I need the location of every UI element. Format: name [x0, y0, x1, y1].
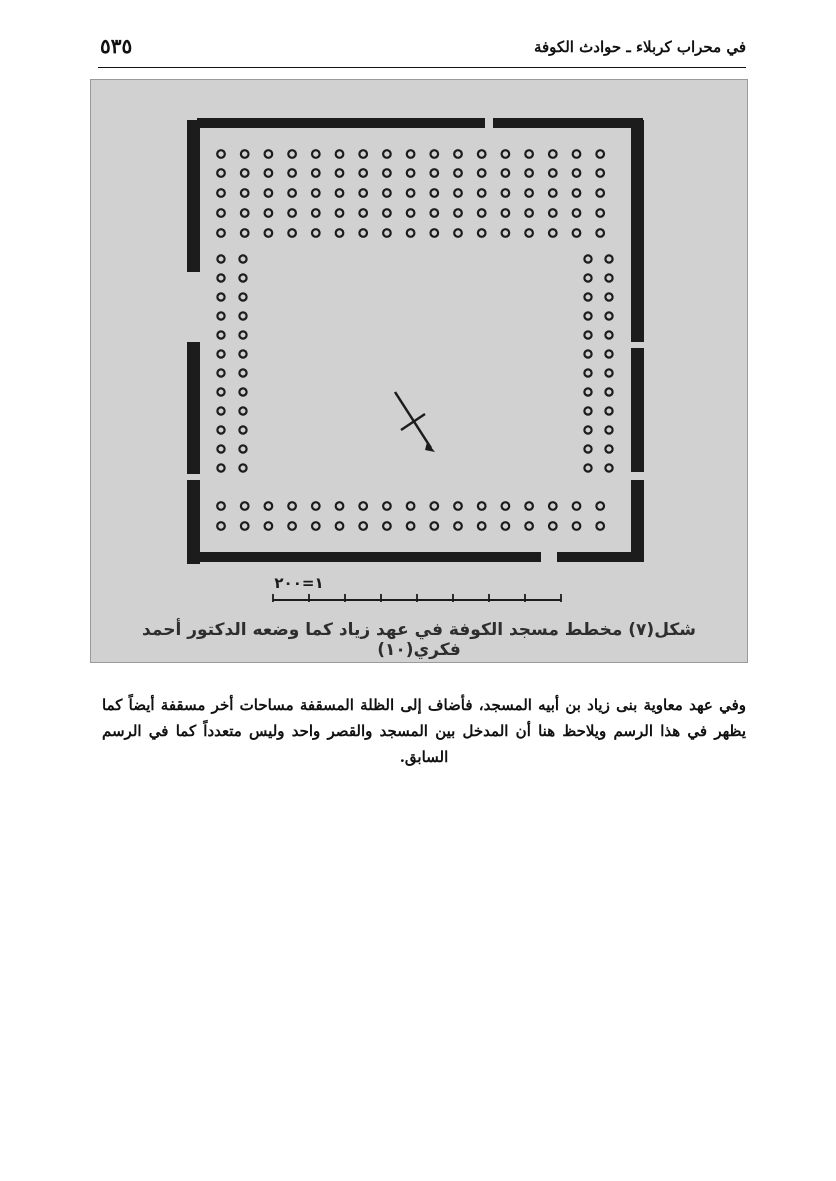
column: [596, 189, 604, 197]
column: [584, 445, 591, 452]
column: [217, 274, 224, 281]
column: [584, 350, 591, 357]
column: [265, 189, 273, 197]
column: [584, 388, 591, 395]
wall-north-left: [197, 118, 485, 128]
column: [239, 464, 246, 471]
running-title: في محراب كربلاء ـ حوادث الكوفة: [533, 38, 746, 56]
column: [549, 522, 557, 530]
column: [241, 502, 249, 510]
column: [431, 229, 439, 237]
page-header: [98, 32, 746, 68]
column: [407, 189, 415, 197]
column: [573, 502, 581, 510]
column: [525, 189, 533, 197]
column: [478, 229, 486, 237]
column: [217, 229, 225, 237]
column: [584, 464, 591, 471]
column: [383, 229, 391, 237]
column: [431, 189, 439, 197]
column: [407, 522, 415, 530]
column: [549, 150, 557, 158]
column: [549, 229, 557, 237]
column: [502, 169, 510, 177]
column: [525, 229, 533, 237]
column: [549, 502, 557, 510]
column: [288, 502, 296, 510]
column: [217, 255, 224, 262]
wall-south-right: [557, 552, 643, 562]
figure-caption: شكل(٧) مخطط مسجد الكوفة في عهد زياد كما وضعه الدكتور أحمد فكري(١٠): [142, 620, 696, 660]
column: [549, 189, 557, 197]
column: [288, 229, 296, 237]
header-rule: [98, 67, 746, 68]
column: [605, 388, 612, 395]
column: [502, 502, 510, 510]
column: [502, 150, 510, 158]
column: [549, 209, 557, 217]
column: [525, 522, 533, 530]
column: [217, 464, 224, 471]
column: [454, 502, 462, 510]
column: [584, 331, 591, 338]
column: [239, 369, 246, 376]
column: [239, 255, 246, 262]
scale-label: ١=٢٠٠: [274, 574, 324, 592]
page-number: ٥٣٥: [100, 34, 133, 58]
mosque-plan-drawing: [91, 80, 747, 662]
column: [383, 189, 391, 197]
column: [336, 502, 344, 510]
column: [217, 189, 225, 197]
column: [241, 209, 249, 217]
column: [312, 150, 320, 158]
column: [525, 502, 533, 510]
mosque-plan-figure: [90, 79, 748, 663]
column: [265, 169, 273, 177]
column: [596, 522, 604, 530]
column: [573, 522, 581, 530]
column: [431, 169, 439, 177]
column: [431, 150, 439, 158]
column: [239, 407, 246, 414]
wall-east-upper: [631, 120, 644, 342]
column: [605, 369, 612, 376]
column: [312, 502, 320, 510]
column: [573, 150, 581, 158]
column: [241, 522, 249, 530]
column: [217, 369, 224, 376]
column: [573, 229, 581, 237]
column: [502, 522, 510, 530]
column: [288, 209, 296, 217]
column: [573, 209, 581, 217]
column: [605, 350, 612, 357]
column: [584, 255, 591, 262]
column: [217, 350, 224, 357]
column: [336, 229, 344, 237]
north-arrow-head: [425, 442, 435, 452]
column: [605, 312, 612, 319]
column: [605, 407, 612, 414]
column: [217, 502, 225, 510]
column: [605, 445, 612, 452]
column: [359, 169, 367, 177]
column: [239, 388, 246, 395]
column: [336, 522, 344, 530]
column: [478, 502, 486, 510]
column: [383, 169, 391, 177]
column: [596, 169, 604, 177]
column: [217, 426, 224, 433]
column: [312, 189, 320, 197]
column: [312, 229, 320, 237]
column: [239, 350, 246, 357]
column: [265, 209, 273, 217]
column: [265, 502, 273, 510]
column: [312, 169, 320, 177]
column: [241, 189, 249, 197]
column: [525, 209, 533, 217]
column: [217, 331, 224, 338]
column: [217, 312, 224, 319]
column: [454, 189, 462, 197]
column: [217, 407, 224, 414]
column: [478, 189, 486, 197]
column: [288, 189, 296, 197]
column: [288, 522, 296, 530]
column: [359, 209, 367, 217]
column: [407, 169, 415, 177]
north-arrow-shaft: [395, 392, 431, 448]
wall-west-lower: [187, 480, 200, 564]
column: [239, 293, 246, 300]
column: [241, 229, 249, 237]
column: [454, 522, 462, 530]
column: [431, 209, 439, 217]
column: [217, 169, 225, 177]
column: [383, 522, 391, 530]
wall-east-lower: [631, 348, 644, 472]
column: [383, 209, 391, 217]
column: [605, 331, 612, 338]
column: [239, 331, 246, 338]
column: [265, 229, 273, 237]
column: [217, 445, 224, 452]
column: [407, 229, 415, 237]
wall-east-bottom: [631, 480, 644, 562]
column: [584, 426, 591, 433]
column: [217, 293, 224, 300]
north-arrow-crossbar: [401, 414, 425, 430]
column: [359, 150, 367, 158]
column: [605, 274, 612, 281]
column: [312, 522, 320, 530]
column: [265, 150, 273, 158]
column: [478, 209, 486, 217]
wall-west-middle: [187, 342, 200, 474]
column: [584, 312, 591, 319]
column: [584, 293, 591, 300]
column: [573, 189, 581, 197]
column: [584, 407, 591, 414]
column: [605, 255, 612, 262]
column: [336, 209, 344, 217]
column: [265, 522, 273, 530]
column: [478, 169, 486, 177]
column: [454, 169, 462, 177]
column: [217, 150, 225, 158]
column: [454, 209, 462, 217]
column: [596, 229, 604, 237]
column: [549, 169, 557, 177]
column: [239, 312, 246, 319]
column: [217, 388, 224, 395]
column: [502, 189, 510, 197]
column: [525, 169, 533, 177]
column: [584, 274, 591, 281]
column: [239, 426, 246, 433]
column: [359, 522, 367, 530]
column: [407, 150, 415, 158]
column: [336, 189, 344, 197]
column: [336, 169, 344, 177]
wall-north-right: [493, 118, 643, 128]
wall-south-left: [187, 552, 541, 562]
wall-west-upper: [187, 120, 200, 272]
column: [605, 293, 612, 300]
column: [584, 369, 591, 376]
column: [431, 502, 439, 510]
column: [502, 209, 510, 217]
column: [605, 426, 612, 433]
column: [359, 502, 367, 510]
column: [478, 150, 486, 158]
column: [454, 229, 462, 237]
column: [241, 169, 249, 177]
column: [573, 169, 581, 177]
column: [596, 150, 604, 158]
column: [596, 209, 604, 217]
column: [478, 522, 486, 530]
column: [359, 229, 367, 237]
column: [359, 189, 367, 197]
column: [383, 502, 391, 510]
column: [217, 209, 225, 217]
column: [502, 229, 510, 237]
column: [605, 464, 612, 471]
column: [454, 150, 462, 158]
column: [217, 522, 225, 530]
column: [596, 502, 604, 510]
column: [525, 150, 533, 158]
column: [383, 150, 391, 158]
body-paragraph: وفي عهد معاوية بنى زياد بن أبيه المسجد، فأضاف إلى الظلة المسقفة مساحات أخر مسقفة أيضاً كما يظهر في هذا الرسم ويلاحظ هنا أن المدخل بين المسجد والقصر واحد وليس متعدداً كما في الرسم السابق.: [102, 696, 746, 766]
column: [239, 274, 246, 281]
column: [288, 169, 296, 177]
column: [239, 445, 246, 452]
column: [431, 522, 439, 530]
column: [407, 502, 415, 510]
column: [241, 150, 249, 158]
column: [288, 150, 296, 158]
column: [336, 150, 344, 158]
column: [312, 209, 320, 217]
column: [407, 209, 415, 217]
